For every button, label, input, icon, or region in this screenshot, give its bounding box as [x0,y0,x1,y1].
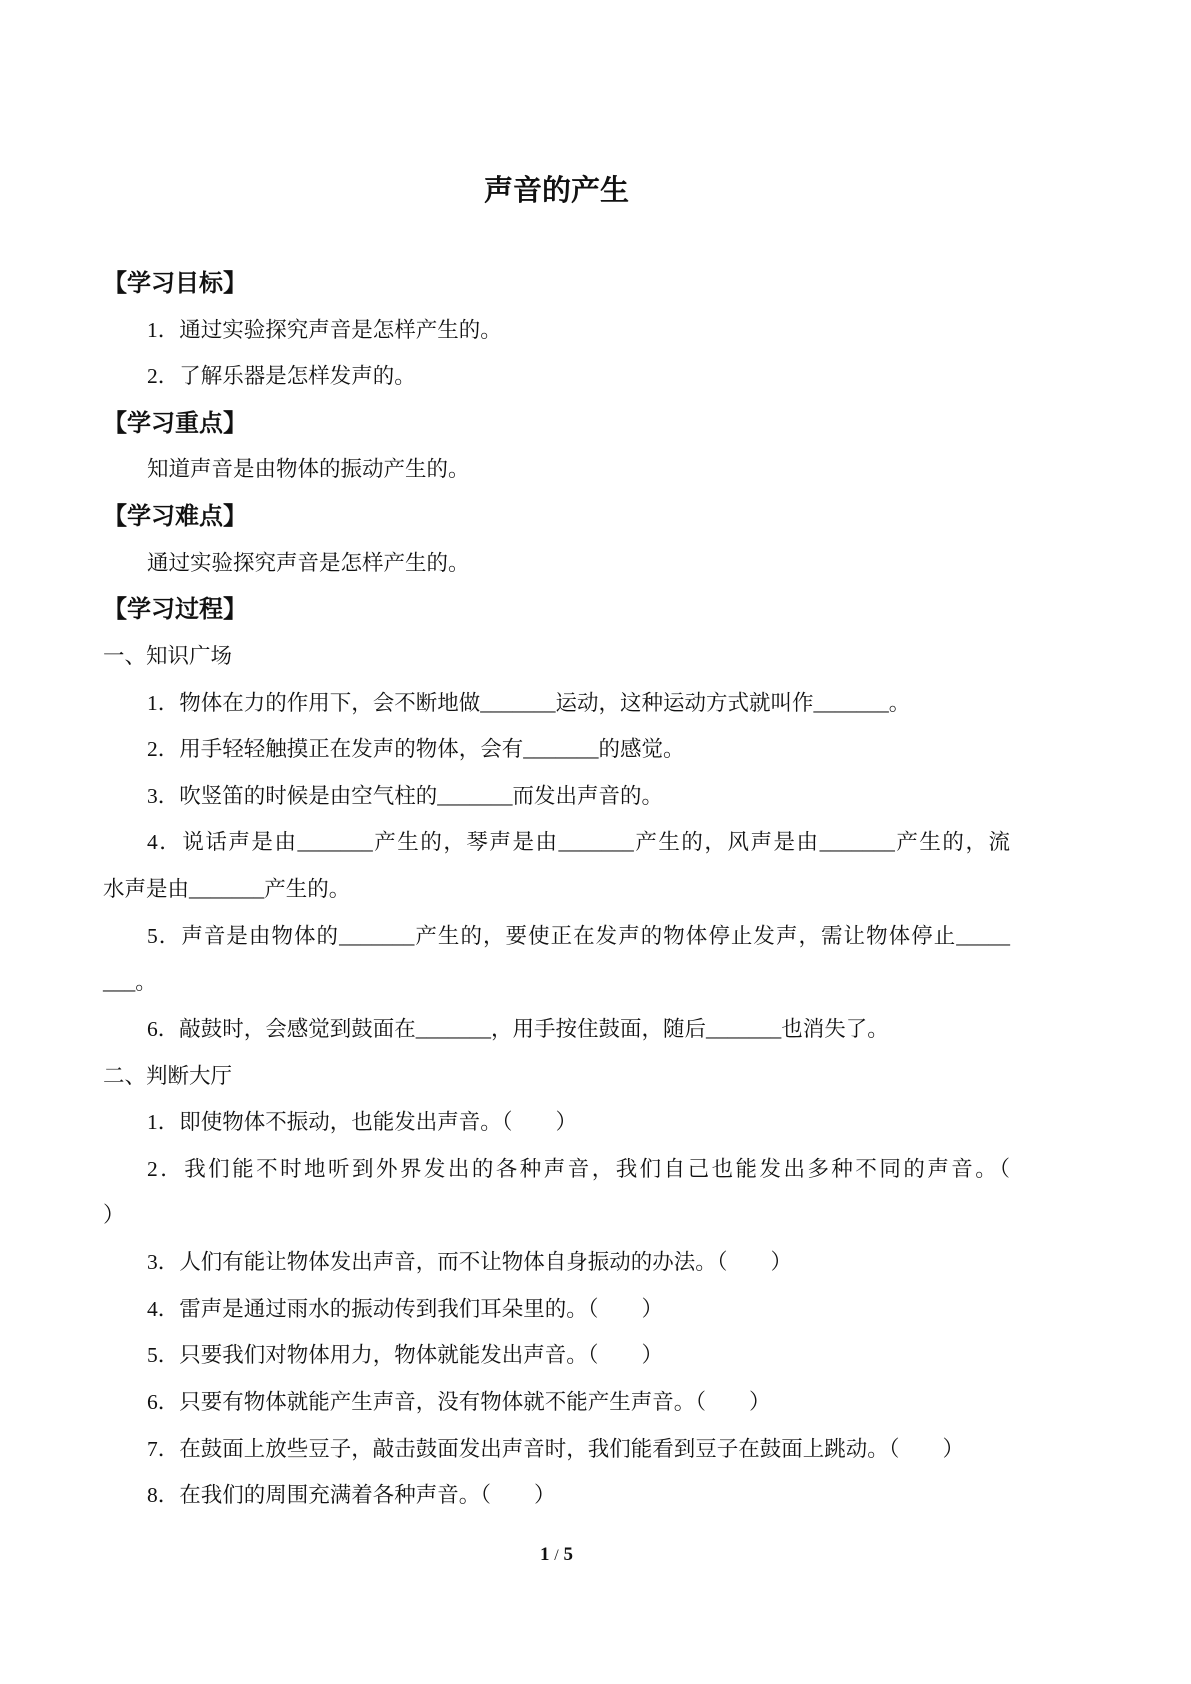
knowledge-item-5-text-1: 声音是由物体的_______产生的，要使正在发声的物体停止发声，需让物体停止_____ [181,923,1010,948]
judgment-item-8-number: 8． [147,1483,180,1508]
knowledge-item-5-number: 5． [147,923,182,948]
knowledge-item-3-text: 吹竖笛的时候是由空气柱的_______而发出声音的。 [179,783,664,808]
key-points-text: 知道声音是由物体的振动产生的。 [147,457,470,482]
knowledge-item-2-number: 2． [147,737,180,762]
knowledge-item-1-text: 物体在力的作用下，会不断地做_______运动，这种运动方式就叫作_______。 [179,690,911,715]
knowledge-item-2-text: 用手轻轻触摸正在发声的物体，会有_______的感觉。 [179,737,685,762]
judgment-item-2-text-1: 我们能不时地听到外界发出的各种声音，我们自己也能发出多种不同的声音。（ [184,1156,1010,1181]
judgment-section-title: 二、判断大厅 [103,1063,233,1088]
judgment-item-4-number: 4． [147,1296,180,1321]
judgment-item-5 [103,1332,1010,1379]
knowledge-item-1-number: 1． [147,690,180,715]
knowledge-item-6 [103,1006,1010,1053]
worksheet-content [103,167,1010,1519]
knowledge-item-6-text: 敲鼓时，会感觉到鼓面在_______，用手按住鼓面，随后_______也消失了。 [179,1016,889,1041]
knowledge-item-5-line-1 [103,913,1010,960]
difficulties-heading: 【学习难点】 [103,502,247,531]
judgment-item-4-text: 雷声是通过雨水的振动传到我们耳朵里的。（ ） [179,1296,664,1321]
knowledge-item-3-number: 3． [147,783,180,808]
objective-item-2-text: 了解乐器是怎样发声的。 [179,364,416,389]
judgment-item-3-number: 3． [147,1250,180,1275]
knowledge-item-2 [103,726,1010,773]
knowledge-item-3 [103,773,1010,820]
objective-item-1-number: 1． [147,317,180,342]
judgment-item-6 [103,1379,1010,1426]
objective-item-2-number: 2． [147,364,180,389]
judgment-item-4 [103,1286,1010,1333]
objective-item-2 [103,353,1010,400]
objectives-heading: 【学习目标】 [103,268,247,297]
judgment-item-1-number: 1． [147,1110,180,1135]
page-number-separator: / [554,1547,559,1564]
judgment-item-3 [103,1239,1010,1286]
judgment-item-3-text: 人们有能让物体发出声音，而不让物体自身振动的办法。（ ） [179,1250,793,1275]
page-number-total: 5 [563,1544,573,1565]
judgment-item-2-number: 2． [147,1156,185,1181]
judgment-item-2-line-2: ） [103,1203,125,1228]
judgment-item-7 [103,1426,1010,1473]
page-number-current: 1 [540,1544,550,1565]
knowledge-item-4-line-1 [103,819,1010,866]
judgment-item-6-text: 只要有物体就能产生声音，没有物体就不能产生声音。（ ） [179,1389,771,1414]
judgment-item-1-text: 即使物体不振动，也能发出声音。（ ） [179,1110,578,1135]
title-spacer [103,213,1010,260]
knowledge-item-4-line-2: 水声是由_______产生的。 [103,877,351,902]
judgment-item-7-text: 在鼓面上放些豆子，敲击鼓面发出声音时，我们能看到豆子在鼓面上跳动。（ ） [179,1436,965,1461]
judgment-item-5-number: 5． [147,1343,180,1368]
judgment-item-6-number: 6． [147,1389,180,1414]
knowledge-item-6-number: 6． [147,1016,180,1041]
knowledge-item-1 [103,680,1010,727]
objective-item-1-text: 通过实验探究声音是怎样产生的。 [179,317,502,342]
judgment-item-8 [103,1472,1010,1519]
judgment-item-1 [103,1099,1010,1146]
knowledge-item-5-line-2: ___。 [103,970,157,995]
knowledge-section-title: 一、知识广场 [103,643,233,668]
judgment-item-5-text: 只要我们对物体用力，物体就能发出声音。（ ） [179,1343,664,1368]
page-number [103,1541,1010,1569]
knowledge-item-4-number: 4． [147,830,183,855]
judgment-item-8-text: 在我们的周围充满着各种声音。（ ） [179,1483,556,1508]
knowledge-item-4-text-1: 说话声是由_______产生的，琴声是由_______产生的，风声是由_______产生的，流 [182,830,1010,855]
judgment-item-7-number: 7． [147,1436,180,1461]
key-points-heading: 【学习重点】 [103,408,247,437]
judgment-item-2-line-1 [103,1146,1010,1193]
difficulties-text: 通过实验探究声音是怎样产生的。 [147,550,470,575]
process-heading: 【学习过程】 [103,595,247,624]
page-title: 声音的产生 [483,172,629,207]
objective-item-1 [103,307,1010,354]
